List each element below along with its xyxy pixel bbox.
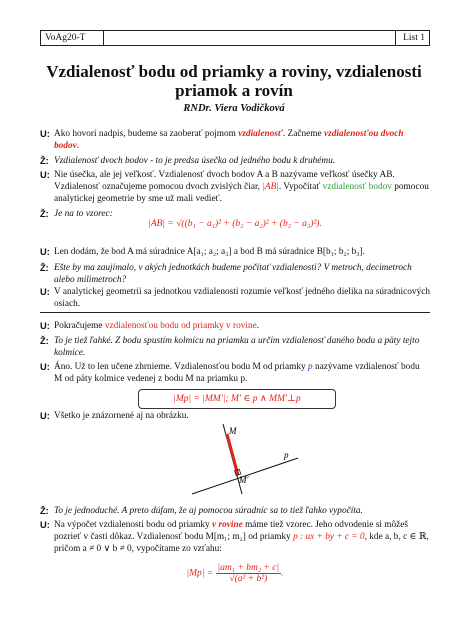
- text: máme tiež vzorec. Jeho odvodenie si môžeš pozrieť v časti dôkaz. Vzdialenosť bodu M[m₁; m₂] od priamky: [54, 520, 408, 542]
- fraction-numerator: |am₁ + bm₂ + c|: [217, 563, 280, 573]
- text: .: [76, 141, 80, 151]
- dialog-student: [40, 410, 430, 422]
- text: Všetko je znázornené aj na obrázku.: [54, 411, 189, 421]
- text: Len dodám, že bod A má súradnice A[a₁; a₂; a₃] a bod B má súradnice B[b₁; b₂; b₃].: [54, 247, 365, 257]
- speaker-tag: U:: [40, 129, 50, 139]
- dialog-teacher: [40, 335, 430, 359]
- dialog-student: [40, 519, 430, 555]
- dialog-student: [40, 169, 430, 205]
- dialog-teacher: [40, 155, 430, 167]
- text: . Vypočítať: [278, 182, 323, 192]
- text: Áno. Už to len učene zhrnieme. Vzdialenosťou bodu M od priamky: [54, 362, 308, 372]
- link-text[interactable]: vzdialenosť bodov: [322, 182, 392, 192]
- dialog-teacher: [40, 505, 430, 517]
- distance-segment: [227, 434, 238, 475]
- term-highlight: vzdialenosťou dvoch bodov: [54, 129, 404, 151]
- dialog-student: [40, 128, 430, 152]
- text: Pokračujeme: [54, 321, 105, 331]
- text: nazývame vzdialenosť bodu M od päty kolmice vedenej z bodu M na priamku p.: [54, 362, 420, 384]
- speaker-tag: U:: [40, 411, 50, 421]
- definition-box: |Mp| = |MM′|; M′ ∈ p ∧ MM′⊥p: [138, 389, 336, 409]
- text: Ešte by ma zaujímalo, v akých jednotkách budeme počítať vzdialenosti? V metroch, decimetroch alebo milimetroch?: [54, 263, 412, 285]
- header-divider: [395, 31, 396, 45]
- dialog-student: [40, 361, 430, 385]
- fraction: [216, 563, 282, 584]
- text: Vzdialenosť dvoch bodov - to je predsa úsečka od jedného bodu k druhému.: [54, 156, 336, 166]
- text: pomocou analytickej geometrie by sme už mali vedieť.: [54, 182, 429, 204]
- term-highlight: v rovine: [212, 520, 243, 530]
- speaker-tag: U:: [40, 362, 50, 372]
- speaker-tag: Ž:: [40, 156, 49, 166]
- text: Je na to vzorec:: [54, 209, 113, 219]
- speaker-tag: U:: [40, 520, 50, 530]
- label-m: M: [229, 426, 237, 436]
- term-highlight: vzdialenosť: [238, 129, 283, 139]
- text: Ako hovorí nadpis, budeme sa zaoberať pojmom: [54, 129, 239, 139]
- text: .: [256, 321, 260, 331]
- formula-lhs: |Mp| =: [186, 568, 214, 579]
- header-bar: [40, 30, 430, 46]
- math-expr: p : ax + by + c = 0: [293, 532, 365, 542]
- point-line-figure: [180, 422, 310, 502]
- dialog-teacher: [40, 262, 430, 286]
- section-divider: [40, 312, 430, 313]
- dialog-student: [40, 320, 430, 332]
- text: To je tiež ľahké. Z bodu spustím kolmicu na priamku a určím vzdialenosť daného bodu a päty tejto kolmice.: [54, 336, 420, 358]
- text: Nie úsečka, ale jej veľkosť. Vzdialenosť dvoch bodov A a B nazývame veľkosť úsečky AB. Vzdialenosť označujeme pomocou dvoch zvislých čiar,: [54, 170, 395, 192]
- header-divider: [103, 31, 104, 45]
- page-title: Vzdialenosť bodu od priamky a roviny, vzdialenosti priamok a rovín: [46, 62, 422, 100]
- author: RNDr. Viera Vodičková: [183, 103, 285, 114]
- speaker-tag: U:: [40, 247, 50, 257]
- speaker-tag: Ž:: [40, 336, 49, 346]
- text: , kde a, b, c ∈ ℝ, pričom a ≠ 0 ∨ b ≠ 0, vypočítame zo vzťahu:: [54, 532, 429, 554]
- dialog-student: [40, 246, 430, 258]
- speaker-tag: Ž:: [40, 263, 49, 273]
- math-expr: p: [307, 362, 313, 372]
- text: Na výpočet vzdialenosti bodu od priamky: [54, 520, 213, 530]
- speaker-tag: U:: [40, 170, 50, 180]
- text: V analytickej geometrii sa jednotkou vzdialenosti rozumie veľkosť jedného dielika na súradnicových osiach.: [54, 287, 430, 309]
- speaker-tag: Ž:: [40, 506, 49, 516]
- document-code: VoAg20-T: [45, 33, 86, 43]
- math-expr: |AB|: [262, 182, 279, 192]
- link-text[interactable]: vzdialenosťou bodu od priamky v rovine: [104, 321, 257, 331]
- formula-end: .: [281, 568, 284, 579]
- distance-formula: |AB| = √((b₁ − a₁)² + (b₂ − a₂)² + (b₃ − a₃)²).: [148, 219, 322, 229]
- label-m-prime: M′: [239, 475, 249, 485]
- speaker-tag: U:: [40, 287, 50, 297]
- text: . Začneme: [282, 129, 324, 139]
- speaker-tag: U:: [40, 321, 50, 331]
- sheet-number: List 1: [403, 33, 425, 43]
- point-line-distance-formula: [40, 563, 430, 584]
- dialog-student: [40, 286, 430, 310]
- speaker-tag: Ž:: [40, 209, 49, 219]
- fraction-denominator: √(a² + b²): [229, 574, 268, 584]
- label-p: p: [284, 450, 289, 460]
- text: To je jednoduché. A preto dúfam, že aj pomocou súradníc sa to tiež ľahko vypočíta.: [54, 506, 363, 516]
